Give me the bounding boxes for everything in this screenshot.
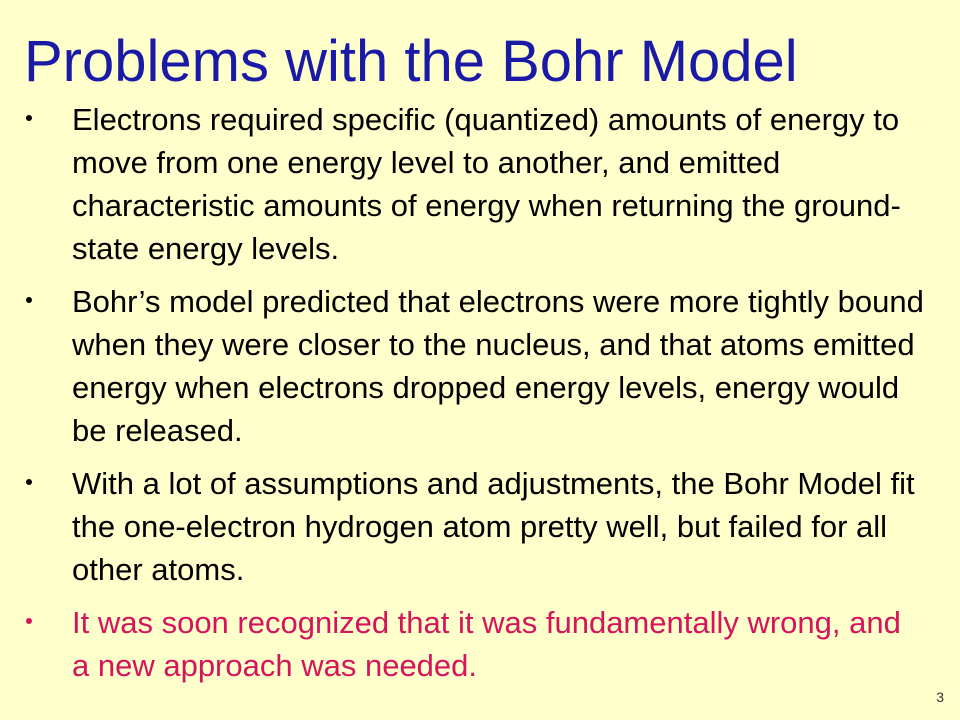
bullet-item (26, 98, 926, 270)
bullet-item-highlighted (26, 601, 926, 687)
bullet-item (26, 280, 926, 452)
slide-title: Problems with the Bohr Model (24, 29, 798, 94)
page-number: 3 (936, 689, 944, 705)
bullet-text: Electrons required specific (quantized) amounts of energy to move from one energy level to another, and emitted characteristic amounts of energy when returning the ground-state energy levels. (72, 102, 901, 266)
bullet-dot-icon (26, 618, 32, 624)
bullet-dot-icon (26, 479, 32, 485)
bullet-list (26, 98, 926, 697)
bullet-dot-icon (26, 297, 32, 303)
bullet-text: With a lot of assumptions and adjustments, the Bohr Model fit the one-electron hydrogen atom pretty well, but failed for all other atoms. (72, 466, 915, 587)
bullet-text: It was soon recognized that it was fundamentally wrong, and a new approach was needed. (72, 605, 901, 683)
bullet-dot-icon (26, 115, 32, 121)
bullet-text: Bohr’s model predicted that electrons were more tightly bound when they were closer to the nucleus, and that atoms emitted energy when electrons dropped energy levels, energy would be released. (72, 284, 924, 448)
bullet-item (26, 462, 926, 591)
